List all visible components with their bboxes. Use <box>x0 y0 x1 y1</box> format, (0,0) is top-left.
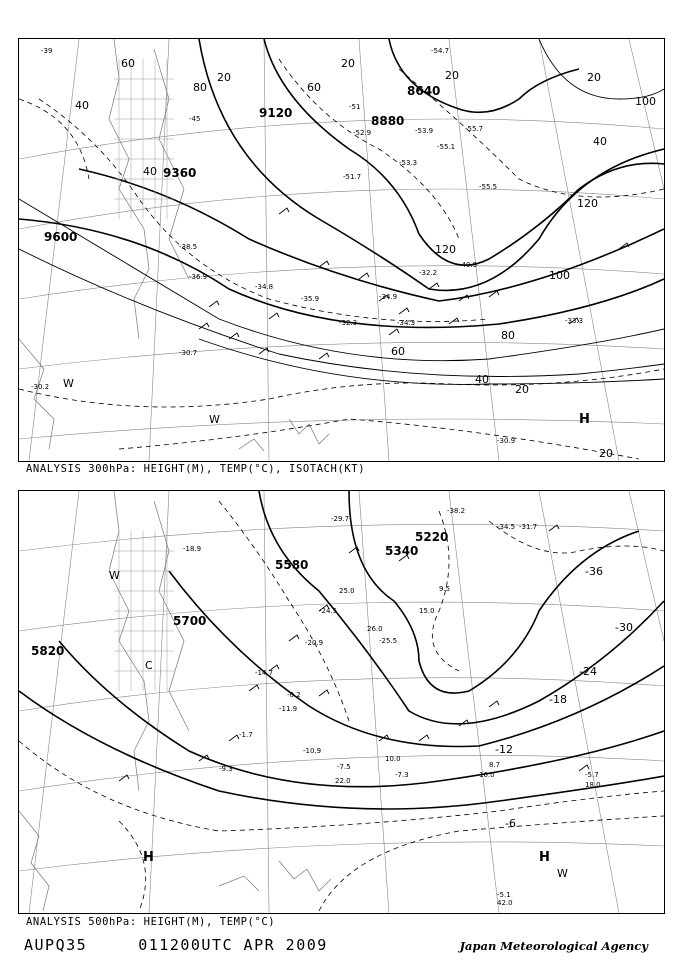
isotach-label: 20 <box>599 447 613 460</box>
isotach-label: 80 <box>193 81 207 94</box>
svg-text:-51.7: -51.7 <box>343 173 362 181</box>
height-label-9360: 9360 <box>163 166 197 180</box>
isotach-label: 40 <box>143 165 157 178</box>
svg-text:42.0: 42.0 <box>497 899 513 907</box>
isotach-label: 20 <box>217 71 231 84</box>
height-contours <box>19 491 664 809</box>
svg-text:-54.7: -54.7 <box>431 47 450 55</box>
svg-text:-24.5: -24.5 <box>319 607 338 615</box>
svg-text:-9.3: -9.3 <box>219 765 233 773</box>
chart-300hpa <box>19 39 664 461</box>
caption-300hpa: ANALYSIS 300hPa: HEIGHT(M), TEMP(°C), ISOTACH(KT) <box>26 463 366 475</box>
height-label-8880: 8880 <box>371 114 405 128</box>
height-label-5220: 5220 <box>415 530 449 544</box>
height-label-5700: 5700 <box>173 614 207 628</box>
svg-text:-30.7: -30.7 <box>179 349 198 357</box>
warm-marker: W <box>109 569 120 582</box>
svg-text:-39: -39 <box>41 47 53 55</box>
svg-text:-31.7: -31.7 <box>519 523 538 531</box>
isotach-label: 20 <box>587 71 601 84</box>
svg-text:-5.7: -5.7 <box>585 771 599 779</box>
height-contours <box>19 39 664 327</box>
svg-text:-14.7: -14.7 <box>255 669 274 677</box>
isotherm-label: -24 <box>579 665 597 678</box>
warm-marker: W <box>557 867 568 880</box>
svg-text:-34.3: -34.3 <box>397 319 416 327</box>
svg-text:-55.5: -55.5 <box>479 183 498 191</box>
isotach-label: 60 <box>391 345 405 358</box>
svg-text:-55.1: -55.1 <box>437 143 456 151</box>
svg-text:-7.5: -7.5 <box>337 763 351 771</box>
svg-text:-30.2: -30.2 <box>31 383 50 391</box>
svg-text:-32.2: -32.2 <box>419 269 438 277</box>
svg-text:-20.9: -20.9 <box>305 639 324 647</box>
high-pressure-marker: H <box>539 850 550 865</box>
high-pressure-marker: H <box>579 412 590 427</box>
svg-text:-0.2: -0.2 <box>287 691 301 699</box>
bulletin-code: AUPQ35 <box>24 936 88 954</box>
map-500hpa <box>18 490 665 914</box>
isotach-label: 60 <box>307 81 321 94</box>
isotach-label: 100 <box>635 95 656 108</box>
warm-marker: W <box>63 377 74 390</box>
height-label-8640: 8640 <box>407 84 441 98</box>
isotherm-label: -36 <box>585 565 603 578</box>
isotach-label: 20 <box>341 57 355 70</box>
isotach-label: 80 <box>501 329 515 342</box>
svg-text:-7.3: -7.3 <box>395 771 409 779</box>
height-label-9120: 9120 <box>259 106 293 120</box>
svg-text:-51: -51 <box>349 103 361 111</box>
svg-text:10.0: 10.0 <box>385 755 401 763</box>
svg-text:-1.7: -1.7 <box>239 731 253 739</box>
isotach-label: 120 <box>435 243 456 256</box>
svg-text:-36.9: -36.9 <box>189 273 208 281</box>
isotach-label: 100 <box>549 269 570 282</box>
svg-text:18.0: 18.0 <box>585 781 601 789</box>
svg-text:-33.3: -33.3 <box>565 317 584 325</box>
svg-text:-34.9: -34.9 <box>379 293 398 301</box>
warm-marker: W <box>209 413 220 426</box>
isotach-label: 40 <box>475 373 489 386</box>
height-label-9600: 9600 <box>44 230 78 244</box>
isotach-label: 40 <box>75 99 89 112</box>
svg-text:16.0: 16.0 <box>479 771 495 779</box>
svg-text:-18.9: -18.9 <box>183 545 202 553</box>
svg-text:-11.9: -11.9 <box>279 705 298 713</box>
map-300hpa <box>18 38 665 462</box>
temperature-labels <box>31 47 583 445</box>
svg-text:-30.9: -30.9 <box>497 437 516 445</box>
svg-text:-52.9: -52.9 <box>353 129 372 137</box>
temperature-isotherms <box>19 501 664 911</box>
wind-barbs <box>119 525 589 781</box>
svg-text:-34.8: -34.8 <box>255 283 274 291</box>
svg-text:-45: -45 <box>189 115 201 123</box>
svg-text:26.0: 26.0 <box>367 625 383 633</box>
caption-500hpa: ANALYSIS 500hPa: HEIGHT(M), TEMP(°C) <box>26 916 276 928</box>
isotherm-label: -6 <box>505 817 516 830</box>
svg-text:-55.7: -55.7 <box>465 125 484 133</box>
svg-text:8.7: 8.7 <box>489 761 501 769</box>
svg-text:-53.3: -53.3 <box>399 159 418 167</box>
isotach-label: 120 <box>577 197 598 210</box>
height-label-5340: 5340 <box>385 544 419 558</box>
svg-text:22.0: 22.0 <box>335 777 351 785</box>
isotach-label: 40 <box>593 135 607 148</box>
chart-identifier <box>24 936 328 954</box>
svg-text:-34.5: -34.5 <box>497 523 516 531</box>
height-label-5820: 5820 <box>31 644 65 658</box>
svg-text:-38.5: -38.5 <box>179 243 198 251</box>
isotach-label: 20 <box>445 69 459 82</box>
svg-text:-38.2: -38.2 <box>447 507 466 515</box>
svg-text:9.5: 9.5 <box>439 585 451 593</box>
cold-marker: C <box>145 659 153 672</box>
hatched-region <box>114 531 174 691</box>
svg-text:25.0: 25.0 <box>339 587 355 595</box>
height-label-5580: 5580 <box>275 558 309 572</box>
chart-500hpa <box>19 491 664 913</box>
isotherm-label: -12 <box>495 743 513 756</box>
svg-text:-40.9: -40.9 <box>459 261 478 269</box>
isotherm-label: -18 <box>549 693 567 706</box>
svg-text:-53.9: -53.9 <box>415 127 434 135</box>
svg-text:-10.9: -10.9 <box>303 747 322 755</box>
svg-text:-29.7: -29.7 <box>331 515 350 523</box>
svg-text:15.0: 15.0 <box>419 607 435 615</box>
lat-lon-grid <box>19 39 664 461</box>
analysis-datetime: 011200UTC APR 2009 <box>138 936 328 954</box>
svg-text:-25.5: -25.5 <box>379 637 398 645</box>
svg-text:-35.9: -35.9 <box>301 295 320 303</box>
svg-text:-32.3: -32.3 <box>339 319 358 327</box>
svg-text:-5.1: -5.1 <box>497 891 511 899</box>
agency-name: Japan Meteorological Agency <box>459 939 648 953</box>
isotach-label: 20 <box>515 383 529 396</box>
isotach-label: 60 <box>121 57 135 70</box>
isotherm-label: -30 <box>615 621 633 634</box>
lat-lon-grid <box>19 491 664 913</box>
high-pressure-marker: H <box>143 850 154 865</box>
